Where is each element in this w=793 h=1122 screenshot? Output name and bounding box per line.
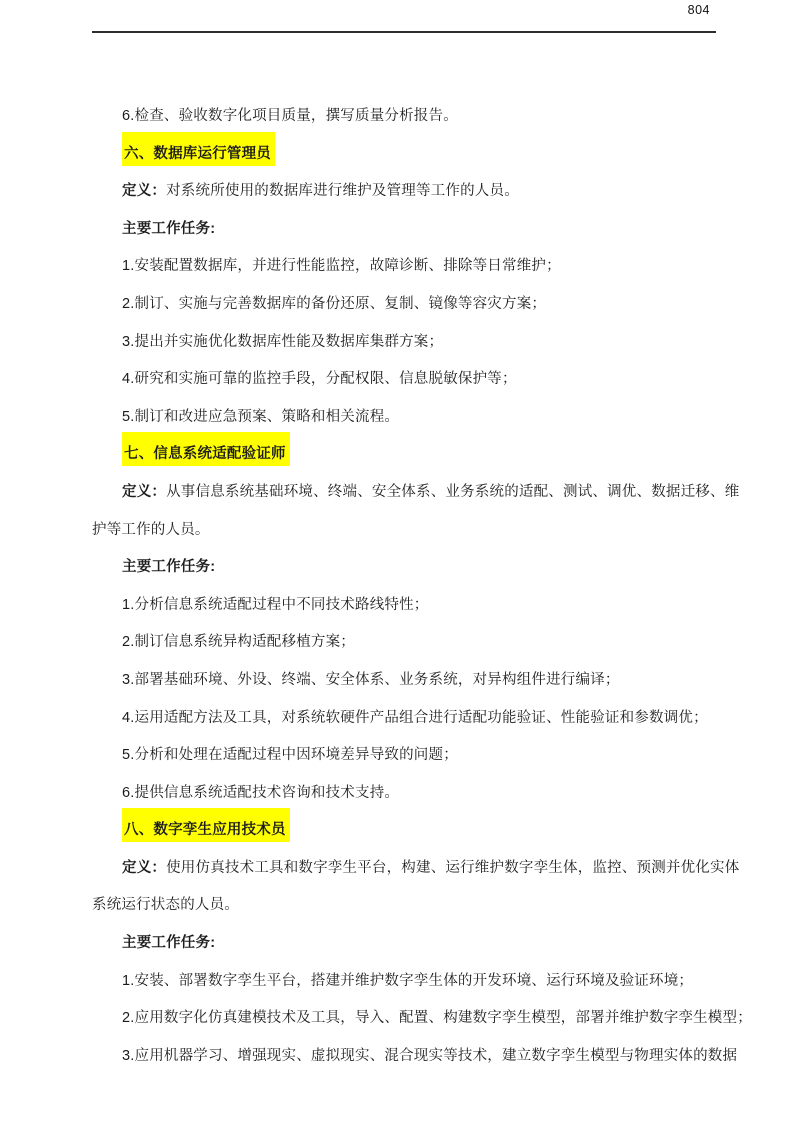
section-heading bbox=[92, 812, 732, 850]
definition-line: 定义：使用仿真技术工具和数字孪生平台，构建、运行维护数字孪生体，监控、预测并优化实体 bbox=[122, 859, 740, 876]
section-heading bbox=[92, 436, 732, 474]
task-line: 3.应用机器学习、增强现实、虚拟现实、混合现实等技术，建立数字孪生模型与物理实体的数据 bbox=[122, 1047, 738, 1064]
task-line: 2.制订、实施与完善数据库的备份还原、复制、镜像等容灾方案； bbox=[122, 295, 547, 312]
definition-label: 定义： bbox=[122, 483, 167, 500]
task-line: 5.分析和处理在适配过程中因环境差异导致的问题； bbox=[122, 747, 458, 764]
section-title-highlight: 六、数据库运行管理员 bbox=[122, 132, 275, 166]
section-heading bbox=[92, 136, 732, 174]
task-line: 3.提出并实施优化数据库性能及数据库集群方案； bbox=[122, 333, 444, 350]
document-body bbox=[92, 98, 752, 1075]
task-line: 4.运用适配方法及工具，对系统软硬件产品组合进行适配功能验证、性能验证和参数调优； bbox=[122, 709, 708, 726]
section-title-highlight: 八、数字孪生应用技术员 bbox=[122, 808, 290, 842]
task-line: 1.分析信息系统适配过程中不同技术路线特性； bbox=[122, 596, 429, 613]
tasks-label: 主要工作任务: bbox=[122, 559, 216, 576]
task-line: 2.制订信息系统异构适配移植方案； bbox=[122, 634, 355, 651]
definition-line: 护等工作的人员。 bbox=[92, 521, 210, 538]
definition-line: 定义：对系统所使用的数据库进行维护及管理等工作的人员。 bbox=[122, 183, 519, 200]
task-line: 2.应用数字化仿真建模技术及工具，导入、配置、构建数字孪生模型，部署并维护数字孪生模型； bbox=[122, 1010, 752, 1027]
definition-label: 定义： bbox=[122, 183, 167, 200]
definition-line: 定义：从事信息系统基础环境、终端、安全体系、业务系统的适配、测试、调优、数据迁移、维 bbox=[122, 483, 740, 500]
tasks-label: 主要工作任务: bbox=[122, 220, 216, 237]
header-rule bbox=[92, 31, 716, 33]
task-line: 4.研究和实施可靠的监控手段，分配权限、信息脱敏保护等； bbox=[122, 371, 517, 388]
page-number: 804 bbox=[687, 3, 710, 17]
definition-label: 定义： bbox=[122, 859, 167, 876]
intro-line: 6.检查、验收数字化项目质量，撰写质量分析报告。 bbox=[122, 108, 458, 124]
section-title-highlight: 七、信息系统适配验证师 bbox=[122, 432, 290, 466]
task-line: 6.提供信息系统适配技术咨询和技术支持。 bbox=[122, 784, 400, 801]
definition-line: 系统运行状态的人员。 bbox=[92, 897, 239, 914]
task-line: 3.部署基础环境、外设、终端、安全体系、业务系统，对异构组件进行编译； bbox=[122, 671, 620, 688]
task-line: 1.安装配置数据库，并进行性能监控，故障诊断、排除等日常维护； bbox=[122, 258, 561, 275]
tasks-label: 主要工作任务: bbox=[122, 935, 216, 952]
task-line: 1.安装、部署数字孪生平台，搭建并维护数字孪生体的开发环境、运行环境及验证环境； bbox=[122, 972, 694, 989]
task-line: 5.制订和改进应急预案、策略和相关流程。 bbox=[122, 408, 400, 425]
